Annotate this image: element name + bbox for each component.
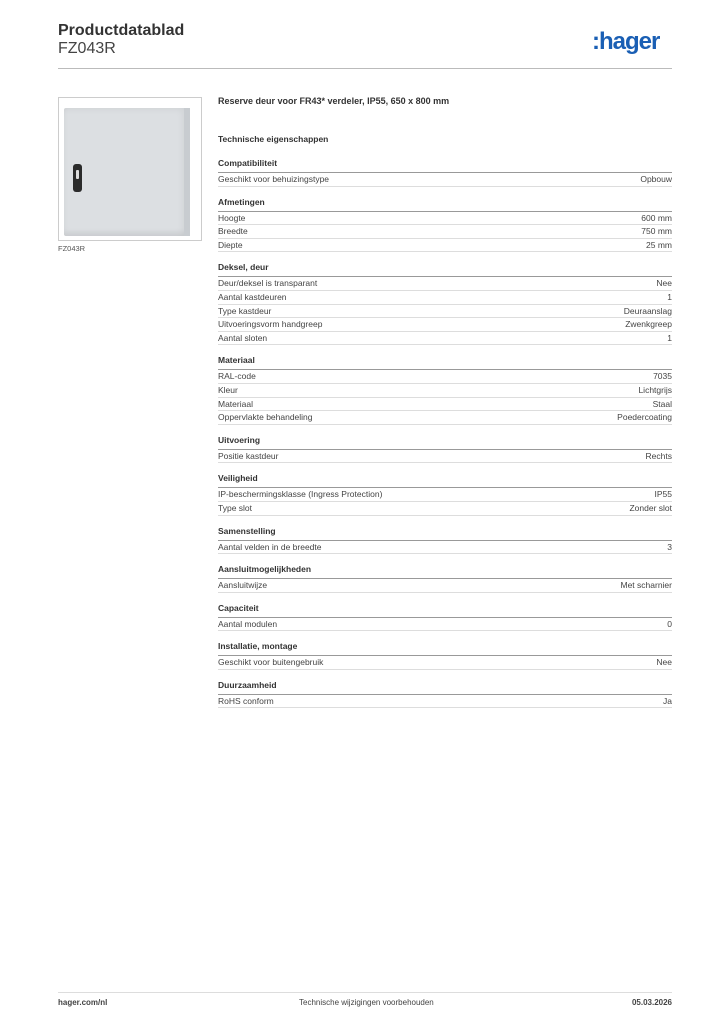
spec-value: Rechts bbox=[645, 450, 672, 461]
section-title: Samenstelling bbox=[218, 526, 672, 541]
spec-row bbox=[218, 579, 672, 593]
spec-value: Met scharnier bbox=[620, 580, 672, 591]
section-title: Installatie, montage bbox=[218, 641, 672, 656]
spec-row bbox=[218, 291, 672, 305]
spec-label: Uitvoeringsvorm handgreep bbox=[218, 319, 323, 330]
section-title: Veiligheid bbox=[218, 473, 672, 488]
spec-row bbox=[218, 212, 672, 226]
spec-sections bbox=[218, 158, 672, 708]
spec-value: 25 mm bbox=[646, 239, 672, 250]
spec-value: 1 bbox=[667, 332, 672, 343]
spec-value: Nee bbox=[656, 278, 672, 289]
spec-label: Positie kastdeur bbox=[218, 450, 279, 461]
spec-row bbox=[218, 173, 672, 187]
spec-section bbox=[218, 355, 672, 424]
spec-label: Breedte bbox=[218, 226, 248, 237]
spec-row bbox=[218, 618, 672, 632]
page-title: Productdatablad bbox=[58, 22, 185, 39]
spec-label: IP-beschermingsklasse (Ingress Protection) bbox=[218, 489, 383, 500]
spec-value: IP55 bbox=[654, 489, 672, 500]
spec-label: Oppervlakte behandeling bbox=[218, 412, 313, 423]
hager-logo: :hager bbox=[592, 28, 660, 55]
spec-value: Lichtgrijs bbox=[638, 384, 672, 395]
spec-row bbox=[218, 277, 672, 291]
specifications bbox=[218, 96, 672, 718]
spec-label: Geschikt voor behuizingstype bbox=[218, 174, 330, 184]
spec-label: Type kastdeur bbox=[218, 305, 272, 316]
spec-value: 7035 bbox=[653, 371, 672, 382]
product-image bbox=[58, 97, 202, 241]
spec-value: 750 mm bbox=[641, 226, 672, 237]
spec-label: Kleur bbox=[218, 384, 238, 395]
spec-label: Aantal modulen bbox=[218, 618, 278, 629]
spec-label: Aantal sloten bbox=[218, 332, 268, 343]
spec-row bbox=[218, 370, 672, 384]
section-title: Uitvoering bbox=[218, 435, 672, 450]
spec-row bbox=[218, 398, 672, 412]
spec-section bbox=[218, 641, 672, 670]
spec-section bbox=[218, 526, 672, 555]
section-title: Aansluitmogelijkheden bbox=[218, 564, 672, 579]
spec-value: 1 bbox=[667, 291, 672, 302]
spec-section bbox=[218, 158, 672, 187]
section-title: Deksel, deur bbox=[218, 262, 672, 277]
door-panel-illustration bbox=[64, 108, 190, 236]
spec-label: Deur/deksel is transparant bbox=[218, 278, 318, 289]
spec-value: 0 bbox=[667, 618, 672, 629]
spec-label: RAL-code bbox=[218, 371, 256, 382]
spec-row bbox=[218, 450, 672, 464]
footer-site: hager.com/nl bbox=[58, 998, 108, 1007]
spec-section bbox=[218, 435, 672, 464]
footer-disclaimer: Technische wijzigingen voorbehouden bbox=[299, 998, 434, 1007]
section-title: Capaciteit bbox=[218, 603, 672, 618]
spec-row bbox=[218, 695, 672, 709]
image-caption: FZ043R bbox=[58, 244, 86, 253]
spec-row bbox=[218, 332, 672, 346]
spec-label: Hoogte bbox=[218, 212, 246, 223]
spec-row bbox=[218, 384, 672, 398]
spec-value: Deuraanslag bbox=[623, 305, 672, 316]
section-title: Materiaal bbox=[218, 355, 672, 370]
spec-value: Staal bbox=[652, 398, 672, 409]
door-handle-icon bbox=[73, 164, 82, 192]
spec-row bbox=[218, 318, 672, 332]
product-code: FZ043R bbox=[58, 40, 116, 57]
spec-row bbox=[218, 411, 672, 425]
spec-label: Type slot bbox=[218, 502, 253, 513]
spec-value: Poedercoating bbox=[617, 412, 672, 423]
spec-row bbox=[218, 656, 672, 670]
footer-divider bbox=[58, 992, 672, 993]
section-title: Afmetingen bbox=[218, 197, 672, 212]
product-description: Reserve deur voor FR43* verdeler, IP55, 650 x 800 mm bbox=[218, 96, 450, 106]
section-title: Compatibiliteit bbox=[218, 158, 672, 173]
spec-label: Aantal velden in de breedte bbox=[218, 541, 322, 552]
door-edge bbox=[184, 108, 190, 236]
section-title: Duurzaamheid bbox=[218, 680, 672, 695]
spec-row bbox=[218, 305, 672, 319]
spec-row bbox=[218, 239, 672, 253]
spec-value: Nee bbox=[656, 657, 672, 668]
handle-slot bbox=[76, 170, 79, 179]
spec-label: RoHS conform bbox=[218, 695, 274, 706]
spec-section bbox=[218, 680, 672, 709]
tech-heading: Technische eigenschappen bbox=[218, 134, 329, 144]
spec-section bbox=[218, 262, 672, 345]
spec-row bbox=[218, 225, 672, 239]
spec-section bbox=[218, 197, 672, 253]
footer-date: 05.03.2026 bbox=[631, 998, 672, 1007]
spec-section bbox=[218, 564, 672, 593]
header-divider bbox=[58, 68, 672, 69]
spec-label: Materiaal bbox=[218, 398, 253, 409]
spec-label: Aantal kastdeuren bbox=[218, 291, 287, 302]
spec-label: Geschikt voor buitengebruik bbox=[218, 657, 324, 668]
spec-row bbox=[218, 488, 672, 502]
spec-value: Zonder slot bbox=[629, 502, 672, 513]
spec-section bbox=[218, 473, 672, 515]
spec-section bbox=[218, 603, 672, 632]
spec-row bbox=[218, 502, 672, 516]
spec-value: Zwenkgreep bbox=[625, 319, 672, 330]
spec-label: Aansluitwijze bbox=[218, 580, 268, 591]
spec-value: 3 bbox=[667, 541, 672, 552]
spec-value: Ja bbox=[663, 695, 672, 706]
spec-label: Diepte bbox=[218, 239, 243, 250]
spec-row bbox=[218, 541, 672, 555]
spec-value: Opbouw bbox=[640, 174, 672, 184]
spec-value: 600 mm bbox=[641, 212, 672, 223]
